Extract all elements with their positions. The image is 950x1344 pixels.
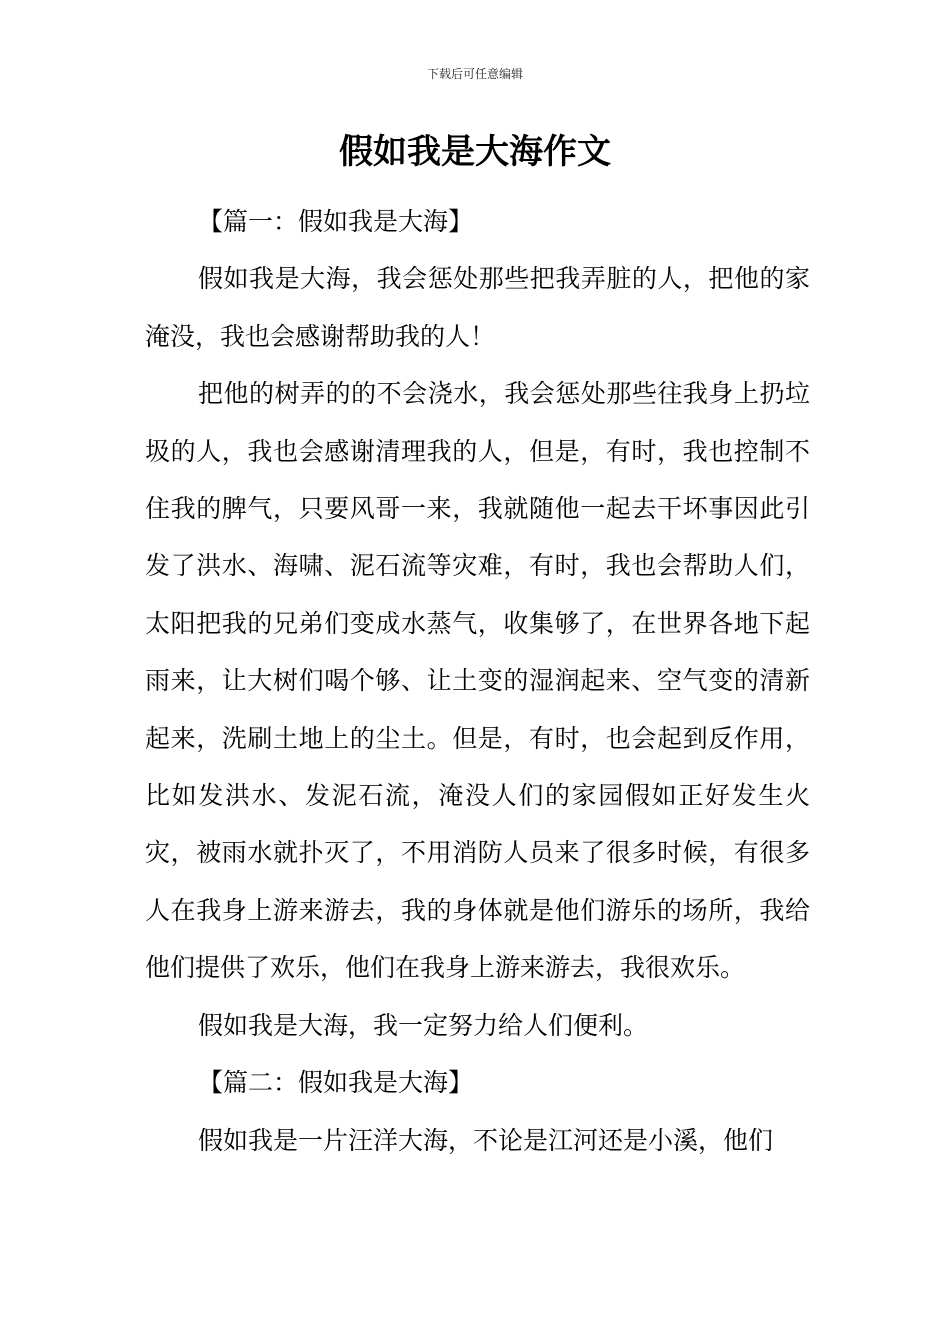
paragraph: 假如我是一片汪洋大海，不论是江河还是小溪，他们 xyxy=(198,1125,774,1155)
section-heading-1: 【篇一：假如我是大海】 xyxy=(198,207,474,236)
header-note: 下载后可任意编辑 xyxy=(426,67,523,81)
section-heading-2: 【篇二：假如我是大海】 xyxy=(198,1068,474,1098)
paragraph: 把他的树弄的的不会浇水，我会惩处那些往我身上扔垃圾的人，我也会感谢清理我的人，但是，有时，我也控制不住我的脾气，只要风哥一来，我就随他一起去干坏事因此引发了洪水、海啸、泥石流等灾难，有时，我也会帮助人们，太阳把我的兄弟们变成水蒸气，收集够了，在世界各地下起雨来，让大树们喝个够、让土变的湿润起来、空气变的清新起来，洗刷土地上的尘土。但是，有时，也会起到反作用，比如发洪水、发泥石流，淹没人们的家园假如正好发生火灾，被雨水就扑灭了，不用消防人员来了很多时候，有很多人在我身上游来游去，我的身体就是他们游乐的场所，我给他们提供了欢乐，他们在我身上游来游去，我很欢乐。 xyxy=(145,379,810,983)
paragraph: 假如我是大海，我一定努力给人们便利。 xyxy=(198,1010,649,1040)
document-body xyxy=(145,193,810,1169)
paragraph: 假如我是大海，我会惩处那些把我弄脏的人，把他的家淹没，我也会感谢帮助我的人！ xyxy=(145,264,810,351)
document-title: 假如我是大海作文 xyxy=(339,132,611,172)
